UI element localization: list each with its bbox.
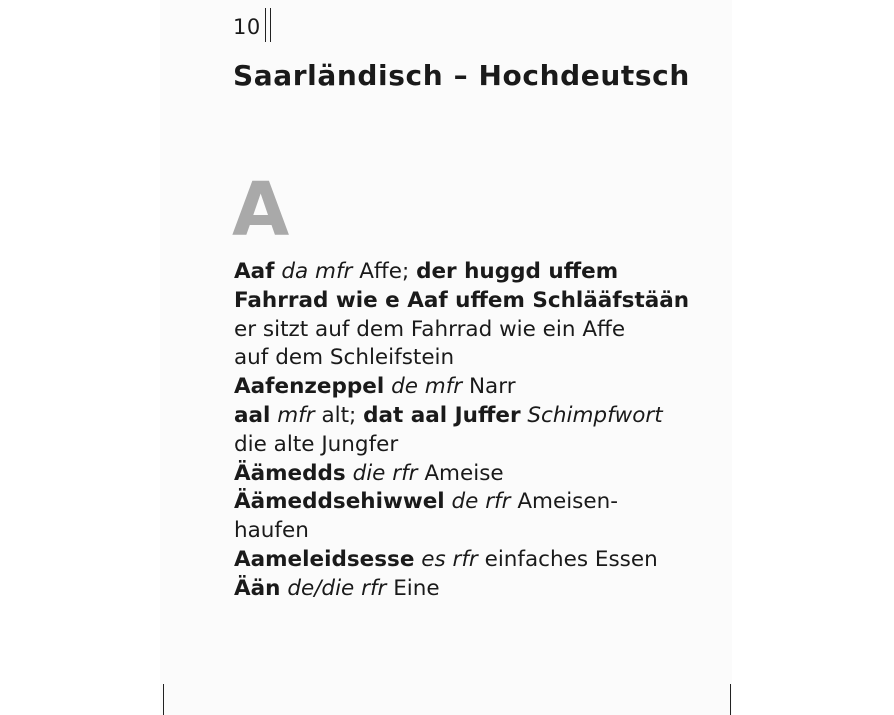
entry-lemma: Aaf bbox=[234, 259, 275, 284]
entry-meaning: Eine bbox=[393, 575, 440, 601]
dictionary-entries bbox=[234, 258, 690, 604]
entry-lemma: Äämedds bbox=[234, 460, 346, 486]
dictionary-entry bbox=[234, 258, 690, 373]
dictionary-entry bbox=[234, 546, 674, 575]
dictionary-entry bbox=[234, 488, 674, 546]
entry-grammar: de/die rfr bbox=[287, 575, 387, 601]
entry-translation-line: auf dem Schleifstein bbox=[234, 345, 455, 371]
entry-translation-line: haufen bbox=[234, 518, 309, 544]
entry-example-continuation: Fahrrad wie e Aaf uffem Schlääfstään bbox=[234, 287, 690, 313]
entry-grammar: de mfr bbox=[391, 374, 463, 400]
entry-grammar: da mfr bbox=[281, 259, 353, 284]
section-letter: A bbox=[232, 167, 290, 253]
dictionary-entry bbox=[234, 402, 674, 460]
entry-lemma: Aafenzeppel bbox=[234, 374, 385, 400]
entry-meaning: Affe; bbox=[359, 259, 410, 284]
header-rule-left bbox=[265, 8, 266, 42]
entry-lemma: Aameleidsesse bbox=[234, 546, 415, 572]
entry-lemma: aal bbox=[234, 402, 271, 428]
page-number: 10 bbox=[233, 15, 261, 39]
entry-translation-line: die alte Jungfer bbox=[234, 431, 399, 457]
crop-mark-bottom-left bbox=[163, 684, 164, 715]
entry-grammar: die rfr bbox=[352, 460, 418, 486]
entry-example: der huggd uffem bbox=[416, 259, 619, 284]
dictionary-entry bbox=[234, 373, 674, 402]
entry-example: dat aal Juffer bbox=[363, 402, 521, 428]
entry-meaning: Ameisen- bbox=[517, 489, 618, 515]
entry-meaning: Narr bbox=[468, 374, 516, 400]
dictionary-entry bbox=[234, 460, 674, 489]
entry-lemma: Ään bbox=[234, 575, 281, 601]
page-title: Saarländisch – Hochdeutsch bbox=[233, 59, 690, 92]
entry-grammar: de rfr bbox=[451, 489, 511, 515]
entry-lemma: Äämeddsehiwwel bbox=[234, 489, 445, 515]
header-rule-right bbox=[270, 8, 271, 42]
dictionary-entry bbox=[234, 575, 674, 604]
entry-grammar: mfr bbox=[277, 402, 315, 428]
entry-meaning: Ameise bbox=[424, 460, 504, 486]
entry-translation-line: er sitzt auf dem Fahrrad wie ein Affe bbox=[234, 316, 626, 342]
crop-mark-bottom-right bbox=[730, 684, 731, 715]
entry-meaning: einfaches Essen bbox=[484, 546, 658, 572]
entry-grammar: es rfr bbox=[421, 546, 478, 572]
entry-usage-note: Schimpfwort bbox=[527, 402, 663, 428]
entry-meaning: alt; bbox=[321, 402, 357, 428]
